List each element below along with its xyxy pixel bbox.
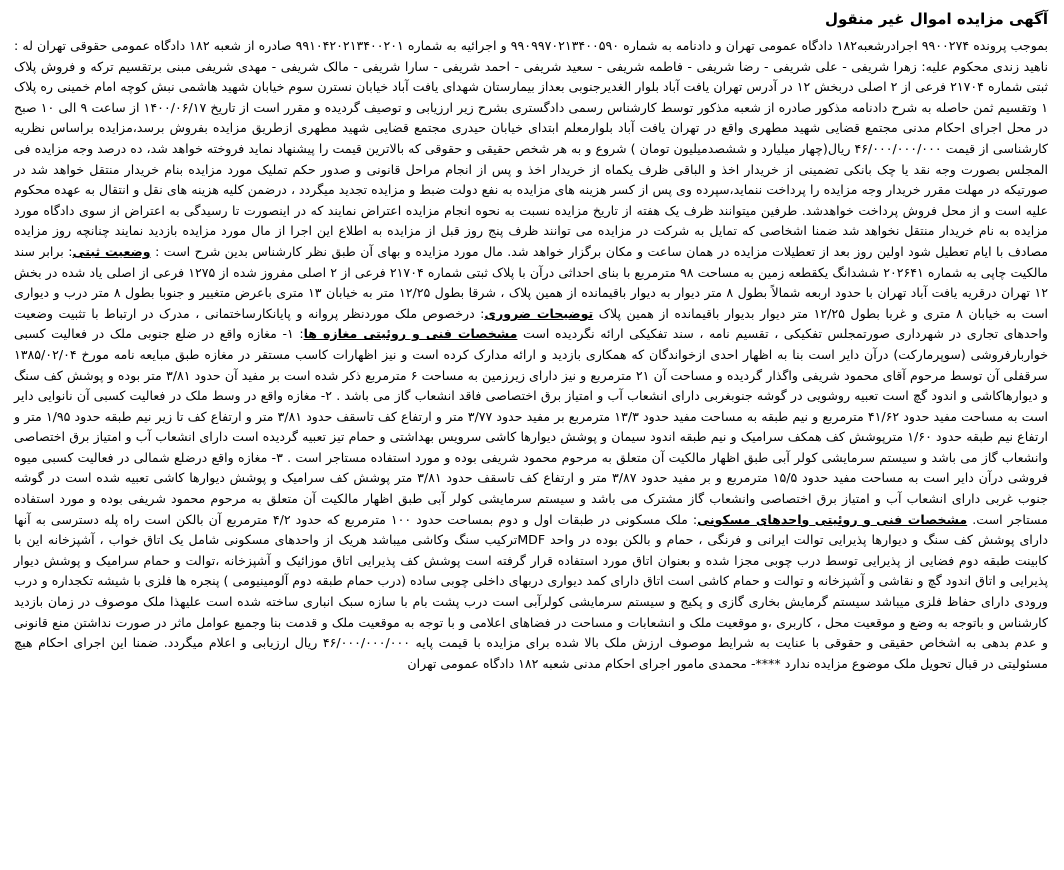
residential-specs-heading: مشخصات فنی و روئیتی واحدهای مسکونی [697,511,968,527]
shops-specs-text: : ۱- مغازه واقع در ضلع جنوبی ملک در فعالیت کسبی خواربارفروشی (سوپرمارکت) درآن دایر است بنا به اظهار احدی ازخواندگان که همکاری بازدید و ارائه مدارک کرده است و نیز اظهارات کاسب مستقر در مغازه طبق مبایعه نامه مورخ ۱۳۸۵/۰۲/۰۴ سرقفلی آن توسط مرحوم آقای محمود شریفی واگذار گردیده و مساحت آن ۲۱ مترمربع و نیز دارای زیرزمین به مساحت ۶ مترمربع ذکر شده است بر مفید آن حدود ۳/۸۱ متر بوده و پوشش کف سنگ و دیوارهاکاشی و اندود گچ است تعبیه روشویی در گوشه جنوبغربی دارای انشعاب آب و امتیاز برق اختصاصی فاقد انشعاب گاز می باشد . ۲- مغازه واقع در وسط ملک در فعالیت کسبی آن نانوایی دایر است به مساحت مفید حدود ۴۱/۶۲ مترمربع و نیم طبقه به مساحت مفید حدود ۱۳/۳ مترمربع بر مفید حدود ۳/۷۷ متر و ارتفاع کف تاسقف حدود ۳/۸۱ متر و ارتفاع کف تا زیر نیم طبقه حدود ۱/۹۵ متر و ارتفاع نیم طبقه حدود ۱/۶۰ مترپوشش کف همکف سرامیک و نیم طبقه اندود سیمان و پوشش دیوارها کاشی سرویس بهداشتی و حمام تیز تعبیه گردیده است دارای انشعاب آب و امتیاز برق اختصاصی وانشعاب گاز می باشد و سیستم سرمایشی کولر آبی طبق اظهار مالکیت آن متعلق به مرحوم محمود شریفی بوده و مورد استفاده مستاجر است . ۳- مغازه واقع درضلع شمالی در فعالیت کسبی میوه فروشی درآن دایر است به مساحت مفید حدود ۱۵/۵ مترمربع و بر مفید حدود ۳/۸۷ متر و ارتفاع کف تاسقف حدود ۳/۸۱ متر پوشش کف سرامیک و پوشش دیوارها کاشی تعبیه شده است در گوشه جنوب غربی دارای انشعاب آب و امتیاز برق اختصاصی وانشعاب گاز مشترک می باشد و سیستم سرمایشی کولر آبی طبق اظهار مالکیت آن متعلق به مرحوم محمود شریفی بوده و مورد استفاده مستاجر است. [14,326,1048,527]
necessary-notes-text: : درخصوص ملک موردنظر پروانه و پایانکارساختمانی ، مدرک در ارتباط با تثبیت وضعیت واحدهای تجاری در شهرداری صورتمجلس تفکیکی ، تقسیم نامه ، سند تفکیکی ارائه نگردیده است [14,305,1048,342]
notice-body [14,36,1048,674]
shops-specs-heading: مشخصات فنی و روئیتی مغازه ها [303,326,518,342]
residential-specs-text: : ملک مسکونی در طبقات اول و دوم بمساحت حدود ۱۰۰ مترمربع که حدود ۴/۲ مترمربع آن بالکن است راه پله دسترسی به آنها دارای پوشش کف سنگ و دیوارها پذیرایی توالت ایرانی و فرنگی ، حمام و بالکن بوده در واحد MDFترکیب سنگ وکاشی میباشد هریک از واحدهای مسکونی شامل یک اتاق خواب ، آشپزخانه این با کابینت طبقه دوم فضایی از پذیرایی توسط درب چوبی مجزا شده و بعنوان اتاق مورد استفاده قرار گرفته است پوشش کف پذیرایی اتاق موزائیک و آشپزخانه ،توالت و حمام سرامیک و پوشش دیوار پذیرایی و اتاق اندود گچ و نقاشی و آشپزخانه و توالت و حمام کاشی است اتاق دارای کمد دیواری دربهای داخلی چوبی ساده (درب حمام طبقه دوم آلومینیومی ) پنجره ها فلزی با شیشه تکجداره و درب ورودی دارای حفاظ فلزی میباشد سیستم گرمایش بخاری گازی و پکیج و سیستم سرمایشی کولرآبی است درب پشت بام با سازه سبک انباری ساخته شده است علیهذا ملک موصوف در زمان بازدید کارشناس و باتوجه به وضع و موقعیت محل ، کاربری ،و موقعیت ملک و انشعابات و مساحت در فضاهای اعلامی و با توجه به موقعیت ملک و قدمت بنا وجمیع عوامل ماثر در صورت نداشتن منع قانونی و عدم بدهی به اشخاص حقیقی و حقوقی با عنایت به شرایط موصوف ارزش ملک بالا شده برای مزایده با قیمت پایه ۴۶/۰۰۰/۰۰۰/۰۰۰ ریال ارزیابی و اعلام میگردد. ضمنا این اجرای احکام هیچ مسئولیتی در قبال تحویل ملک موضوع مزایده ندارد ****- محمدی مامور اجرای احکام مدنی شعبه ۱۸۲ دادگاه عمومی تهران [14,511,1048,671]
registration-status-heading: وضعیت ثبتی [72,243,151,259]
necessary-notes-heading: توضیحات ضروری [484,305,594,321]
registration-status-text: : برابر سند مالکیت چاپی به شماره ۲۰۲۶۴۱ ششدانگ یکقطعه زمین به مساحت ۹۸ مترمربع با بنای احداثی درآن با پلاک ثبتی شماره ۲۱۷۰۴ فرعی از ۲ اصلی مفروز شده از ۱۲۷۵ فرعی از اصلی یاد شده در بخش ۱۲ تهران درقریه یافت آباد تهران با حدود اربعه شمالاً بطول ۸ متر دیوار به دیوار باقیمانده از همین پلاک ، شرقا بطول ۱۲/۲۵ متر به خیابان ۱۳ متری باعرض متغییر و جنوبا بطول ۸ متر درب و دیواری است به خیابان ۸ متری و غربا بطول ۱۲/۲۵ متر دیوار بدیوار باقیمانده از همین پلاک [14,243,1049,321]
notice-title: آگهی مزایده اموال غیر منقول [824,10,1048,28]
intro-paragraph: بموجب پرونده ۹۹۰۰۲۷۴ اجرادرشعبه۱۸۲ دادگاه عمومی تهران و دادنامه به شماره ۹۹۰۹۹۷۰۲۱۳۴۰۰۵۹۰ و اجرائیه به شماره ۹۹۱۰۴۲۰۲۱۳۴۰۰۲۰۱ صادره از شعبه ۱۸۲ دادگاه عمومی حقوقی تهران له : ناهید زندی محکوم علیه: زهرا شریفی - علی شریفی - رضا شریفی - فاطمه شریفی - سعید شریفی - احمد شریفی - سارا شریفی - مالک شریفی - مهدی شریفی مبنی برتقسیم ترکه و فروش پلاک ثبتی شماره ۲۱۷۰۴ فرعی از ۲ اصلی دربخش ۱۲ در آدرس تهران یافت آباد بلوار الغدیرجنوبی بعداز بیمارستان شهدای یافت آباد خیابان نسترن سوم خیابان شهید هاشمی نبش کوچه امام خمینی ره پلاک ۱ وتقسیم ثمن حاصله به شرح دادنامه مذکور صادره از شعبه مذکور توسط کارشناس رسمی دادگستری بشرح زیر ارزیابی و توصیف گردیده و مقرر است از تاریخ ۱۴۰۰/۰۶/۱۷ از ساعت ۹ الی ۱۰ صبح در محل اجرای احکام مدنی مجتمع قضایی شهید مطهری واقع در تهران یافت آباد بلوارمعلم ابتدای خیابان حیدری مجتمع قضایی شهید مطهری ازطریق مزایده بفروش برسد،مزایده براساس نظریه کارشناسی از قیمت ۴۶/۰۰۰/۰۰۰/۰۰۰ ریال(چهار میلیارد و ششصدمیلیون تومان ) شروع و به هر شخص حقیقی و حقوقی که بالاترین قیمت را پیشنهاد نماید فروخته خواهد شد، ده درصد وجه مزایده فی المجلس بصورت وجه نقد یا چک بانکی تضمینی از خریدار اخذ و الباقی ظرف یکماه از خریدار اخذ و پس از انجام مراحل قانونی و صدور حکم تملیک مورد مزایده بنام خریدار منتقل خواهد شد در صورتیکه در مهلت مقرر خریدار وجه مزایده را پرداخت ننماید،سپرده وی پس از کسر هزینه های مزایده به نفع دولت ضبط و مزایده تجدید میگردد ، درضمن کلیه هزینه های نقل و انتقال به عهده محکوم علیه است و از محل فروش پرداخت خواهدشد. طرفین میتوانند ظرف یک هفته از تاریخ مزایده نسبت به نحوه انجام مزایده اعتراض نمایند که در اینصورت تا رسیدگی به اعتراض از سوی دادگاه مورد مزایده به نام خریدار منتقل نخواهد شد ضمنا اشخاصی که تمایل به شرکت در مزایده می توانند ظرف پنج روز قبل از مزایده به اطلاع این اجرا از مال مورد مزایده بازدید نمایند چنانچه روز مزایده مصادف با ایام تعطیل شود اولین روز بعد از تعطیلات مزایده در همان ساعت و مکان برگزار خواهد شد. مال مورد مزایده و بهای آن طبق نظر کارشناس بدین شرح است : [14,38,1048,259]
